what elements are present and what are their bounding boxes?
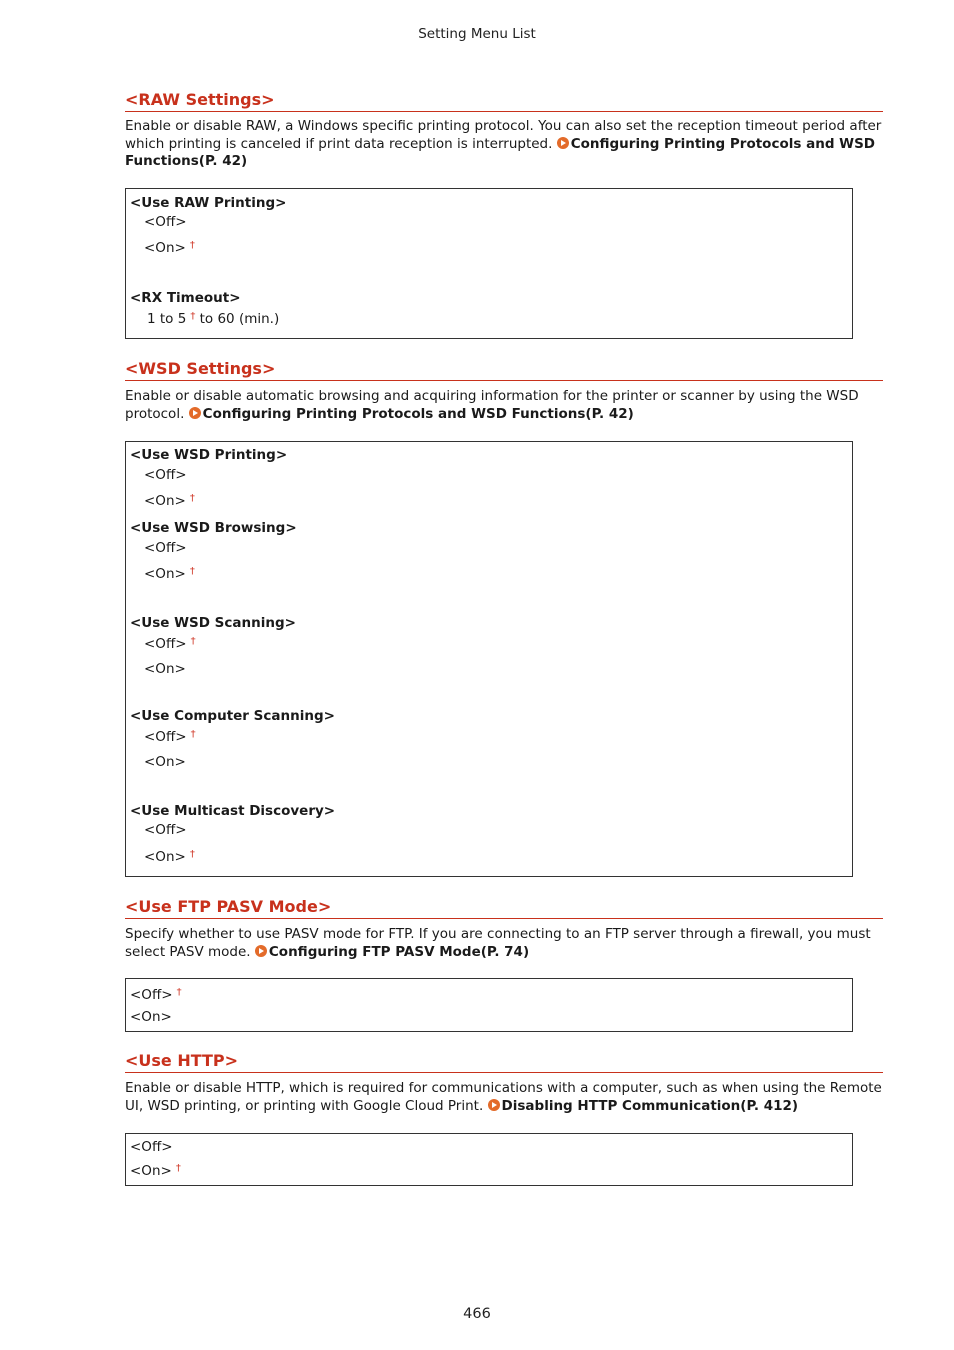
- http-option-off: <Off>: [130, 1139, 173, 1155]
- computer-scanning-off-text: <Off>: [144, 729, 187, 745]
- multicast-discovery-on-text: <On>: [144, 849, 186, 865]
- default-dagger-icon: †: [189, 849, 195, 860]
- raw-protocols-link[interactable]: Configuring Printing Protocols and WSD Functions(P. 42): [125, 135, 875, 169]
- use-wsd-printing-label: <Use WSD Printing>: [130, 447, 288, 463]
- http-option-on-text: <On>: [130, 1163, 172, 1179]
- use-wsd-scanning-label: <Use WSD Scanning>: [130, 615, 296, 631]
- http-option-on: [130, 1160, 181, 1180]
- link-arrow-icon: [255, 945, 267, 957]
- raw-option-on: [144, 237, 195, 257]
- default-dagger-icon: †: [176, 987, 182, 998]
- use-raw-printing-label: <Use RAW Printing>: [130, 195, 287, 211]
- wsd-browsing-on: [144, 563, 195, 583]
- raw-desc-text: Enable or disable RAW, a Windows specific printing protocol. You can also set the reception timeout period after which printing is canceled if print data reception is interrupted.: [125, 118, 882, 152]
- rx-timeout-label: <RX Timeout>: [130, 290, 241, 306]
- ftp-pasv-description: [125, 926, 885, 961]
- raw-settings-options-box: [125, 188, 853, 339]
- page-header: Setting Menu List: [418, 26, 536, 42]
- default-dagger-icon: †: [189, 493, 195, 504]
- wsd-protocols-link[interactable]: Configuring Printing Protocols and WSD Functions(P. 42): [202, 405, 634, 422]
- page-number: 466: [463, 1306, 491, 1322]
- default-dagger-icon: †: [190, 729, 196, 740]
- use-http-description: [125, 1080, 885, 1115]
- wsd-browsing-off: <Off>: [144, 540, 187, 556]
- raw-option-off: <Off>: [144, 214, 187, 230]
- link-arrow-icon: [488, 1099, 500, 1111]
- use-http-options-box: [125, 1133, 853, 1186]
- default-dagger-icon: †: [175, 1163, 181, 1174]
- wsd-scanning-off-text: <Off>: [144, 636, 187, 652]
- wsd-printing-off: <Off>: [144, 467, 187, 483]
- wsd-settings-options-box: [125, 441, 853, 877]
- ftp-pasv-link[interactable]: Configuring FTP PASV Mode(P. 74): [268, 943, 530, 960]
- ftp-pasv-title: <Use FTP PASV Mode>: [125, 897, 883, 919]
- link-arrow-icon: [557, 137, 569, 149]
- ftp-option-off: [130, 984, 182, 1004]
- default-dagger-icon: †: [190, 636, 196, 647]
- multicast-discovery-on: [144, 846, 195, 866]
- ftp-option-on: <On>: [130, 1009, 172, 1025]
- wsd-settings-title: <WSD Settings>: [125, 359, 883, 381]
- wsd-settings-description: [125, 388, 885, 423]
- wsd-printing-on-text: <On>: [144, 493, 186, 509]
- wsd-desc-text: Enable or disable automatic browsing and acquiring information for the printer or scanner by using the WSD protocol.: [125, 388, 859, 422]
- multicast-discovery-off: <Off>: [144, 822, 187, 838]
- ftp-option-off-text: <Off>: [130, 987, 173, 1003]
- computer-scanning-on: <On>: [144, 754, 186, 770]
- use-multicast-discovery-label: <Use Multicast Discovery>: [130, 803, 336, 819]
- rx-range-end: to 60 (min.): [199, 311, 280, 327]
- wsd-printing-on: [144, 490, 195, 510]
- use-wsd-browsing-label: <Use WSD Browsing>: [130, 520, 297, 536]
- computer-scanning-off: [144, 726, 196, 746]
- ftp-pasv-options-box: [125, 978, 853, 1032]
- wsd-browsing-on-text: <On>: [144, 566, 186, 582]
- http-desc-text: Enable or disable HTTP, which is required for communications with a computer, such as when using the Remote UI, WSD printing, or printing with Google Cloud Print.: [125, 1080, 882, 1114]
- wsd-scanning-on: <On>: [144, 661, 186, 677]
- default-dagger-icon: †: [189, 566, 195, 577]
- default-dagger-icon: †: [190, 311, 196, 322]
- rx-timeout-range: [147, 308, 279, 328]
- use-http-title: <Use HTTP>: [125, 1051, 883, 1073]
- raw-settings-title: <RAW Settings>: [125, 90, 883, 112]
- http-disable-link[interactable]: Disabling HTTP Communication(P. 412): [501, 1097, 799, 1114]
- default-dagger-icon: †: [189, 240, 195, 251]
- rx-range-start: 1 to 5: [147, 311, 187, 327]
- raw-option-on-text: <On>: [144, 240, 186, 256]
- link-arrow-icon: [189, 407, 201, 419]
- use-computer-scanning-label: <Use Computer Scanning>: [130, 708, 335, 724]
- ftp-desc-text: Specify whether to use PASV mode for FTP. If you are connecting to an FTP server through a firewall, you must select PASV mode.: [125, 926, 871, 960]
- wsd-scanning-off: [144, 633, 196, 653]
- raw-settings-description: [125, 118, 885, 171]
